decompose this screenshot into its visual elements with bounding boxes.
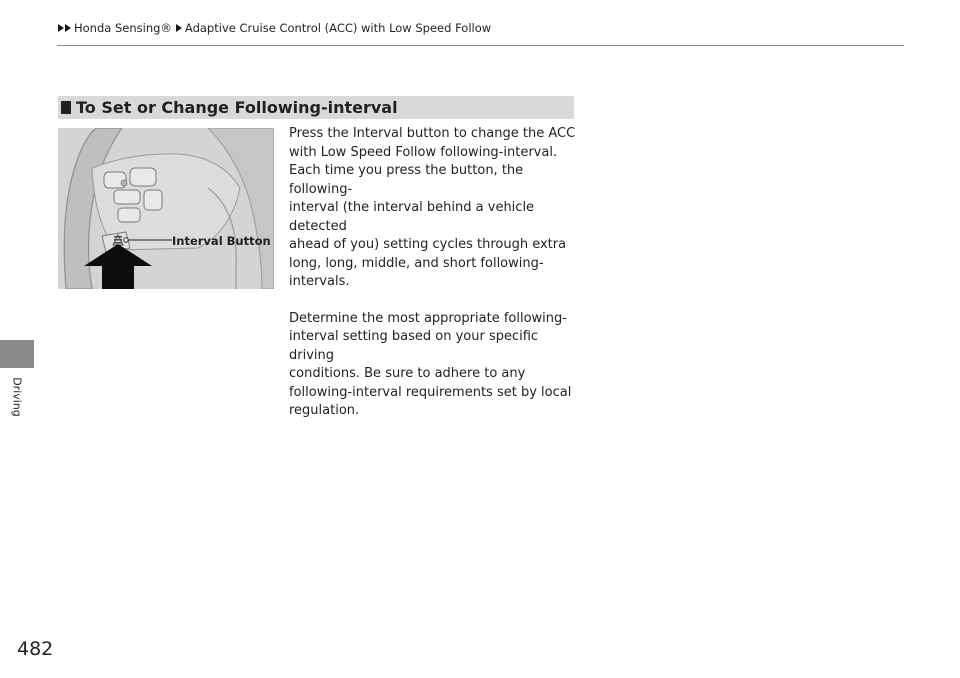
paragraph: Determine the most appropriate following- interval setting based on your specific driving conditions. Be sure to adhere to any following-interval requirements set by local regulation.	[289, 310, 572, 418]
chapter-label-text: Driving	[10, 377, 24, 417]
steering-wheel-illustration	[58, 128, 274, 289]
section-header	[58, 96, 574, 119]
header-divider	[57, 45, 904, 46]
body-text	[289, 125, 581, 439]
chapter-label	[8, 372, 26, 422]
breadcrumb-item-honda-sensing[interactable]: Honda Sensing®	[74, 21, 172, 35]
breadcrumb-arrow-icon	[176, 24, 182, 32]
steering-wheel-icon	[58, 128, 274, 289]
breadcrumb-item-acc[interactable]: Adaptive Cruise Control (ACC) with Low Speed Follow	[184, 21, 492, 35]
chapter-tab[interactable]	[0, 340, 34, 368]
paragraph: Press the Interval button to change the ACC with Low Speed Follow following-interval. Each time you press the button, the following- interval (the interval behind a vehicle detected ahead of you) setting cycles through extra long, long, middle, and short following- intervals.	[289, 126, 576, 289]
interval-button-callout: Interval Button	[172, 234, 271, 248]
square-bullet-icon	[61, 101, 71, 114]
breadcrumb-arrow-icon	[58, 24, 64, 32]
breadcrumb	[58, 20, 495, 36]
breadcrumb-arrow-icon	[65, 24, 71, 32]
section-title: To Set or Change Following-interval	[76, 98, 398, 117]
page-number: 482	[17, 638, 54, 660]
